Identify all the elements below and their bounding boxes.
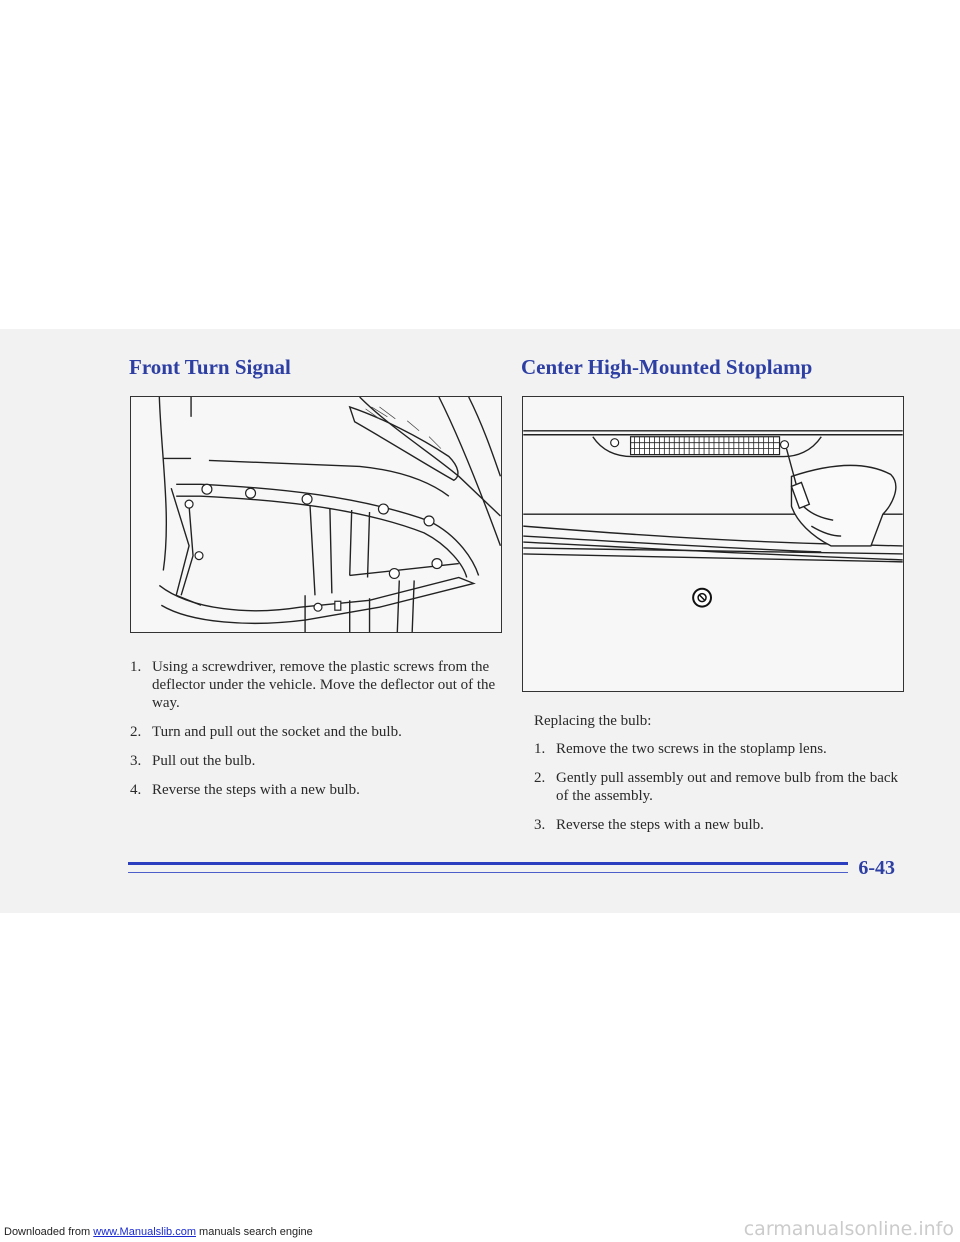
footer-rule-thin [128, 872, 848, 873]
screw-detail-icon [693, 589, 711, 607]
footer-rule [128, 862, 848, 865]
list-item: 1. Using a screwdriver, remove the plastic screws from the deflector under the vehicle. Move the deflector out of the way. [130, 659, 496, 711]
front-turn-signal-heading: Front Turn Signal [129, 355, 291, 379]
stoplamp-illustration [522, 396, 904, 692]
manualslib-link[interactable]: www.Manualslib.com [93, 1226, 196, 1238]
download-footer: Downloaded from www.Manualslib.com manuals search engine [4, 1226, 313, 1238]
list-item: 4. Reverse the steps with a new bulb. [130, 782, 360, 798]
watermark: carmanualsonline.info [743, 1218, 954, 1240]
deflector-drawing [131, 397, 501, 632]
stoplamp-heading: Center High-Mounted Stoplamp [521, 355, 813, 379]
list-item: 3. Reverse the steps with a new bulb. [534, 817, 764, 833]
front-turn-signal-steps [130, 658, 510, 810]
stoplamp-steps [534, 740, 904, 845]
list-item: 2. Gently pull assembly out and remove bulb from the back of the assembly. [534, 770, 899, 804]
stoplamp-intro: Replacing the bulb: [534, 713, 652, 729]
list-item: 1. Remove the two screws in the stoplamp lens. [534, 741, 827, 757]
page-number: 6-43 [858, 857, 895, 879]
list-item: 2. Turn and pull out the socket and the bulb. [130, 724, 402, 740]
stoplamp-drawing [523, 397, 903, 691]
front-turn-signal-illustration [130, 396, 502, 633]
list-item: 3. Pull out the bulb. [130, 753, 256, 769]
